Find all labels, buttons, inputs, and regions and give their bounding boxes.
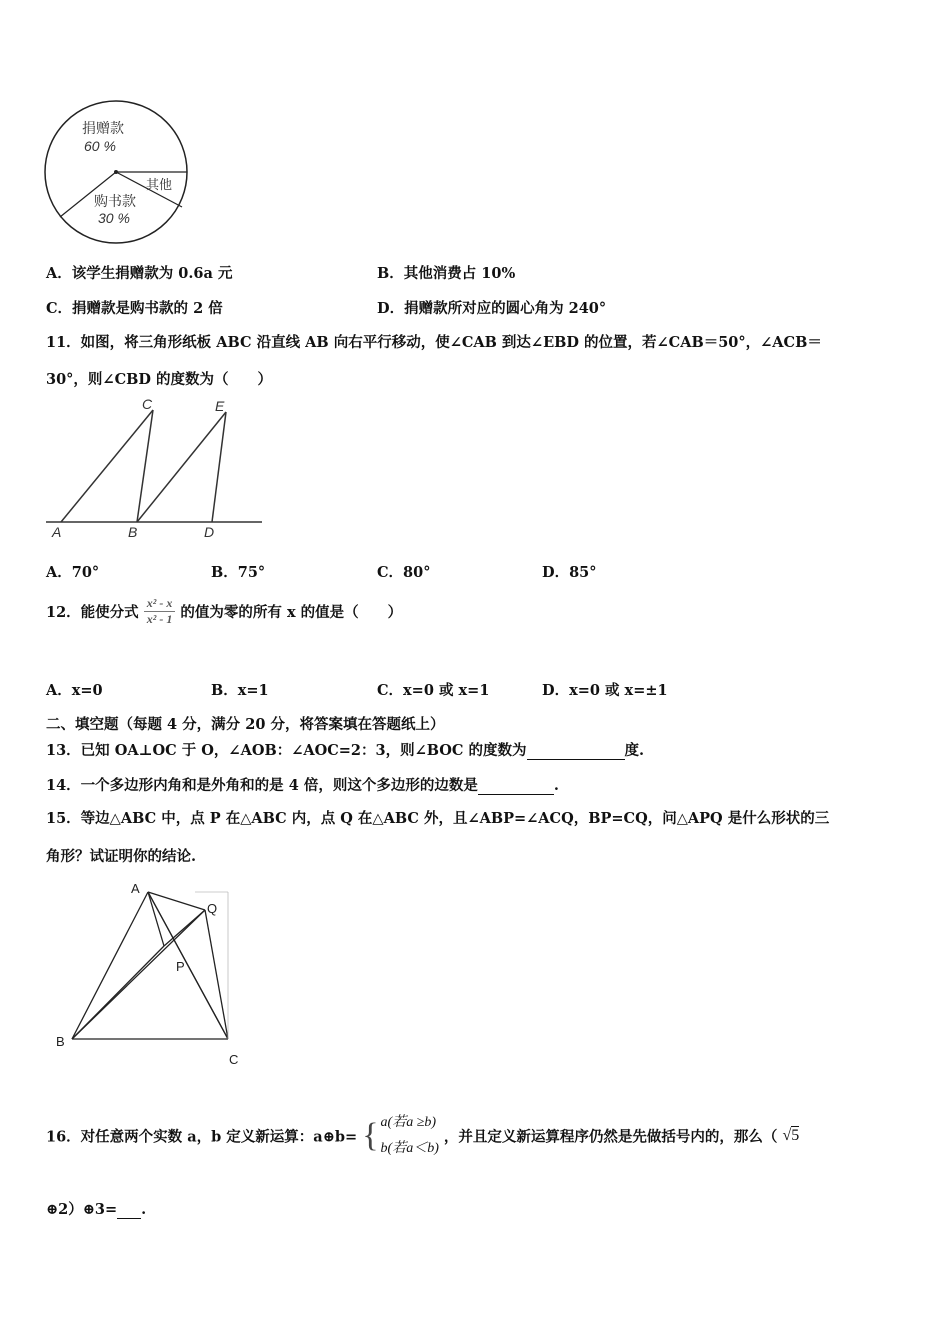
q11-label-d: D — [204, 524, 215, 540]
q16-piecewise: { a(若a ≥b) b(若a＜b) — [362, 1110, 439, 1162]
pie-label-other: 其他 — [146, 177, 173, 192]
q11-label-c: C — [142, 396, 153, 412]
q12-suffix: 的值为零的所有 x 的值是（ ） — [180, 604, 403, 621]
q11-label-a: A — [52, 524, 62, 540]
q11-option-c: C．80° — [377, 564, 431, 581]
q16-stem-line2 — [46, 1198, 146, 1219]
section-2-title: 二、填空题（每题 4 分，满分 20 分，将答案填在答题纸上） — [46, 716, 445, 733]
q15-label-b: B — [56, 1034, 65, 1049]
q10-option-c: C．捐赠款是购书款的 2 倍 — [46, 300, 223, 317]
q16-prefix: 16．对任意两个实数 a，b 定义新运算：a⊕b= — [46, 1128, 358, 1146]
q15-stem-line2: 角形？试证明你的结论. — [46, 848, 197, 865]
q12-numerator: x² - x — [144, 596, 176, 612]
q11-option-d: D．85° — [542, 564, 597, 581]
q13-stem — [46, 739, 644, 760]
q15-label-p: P — [176, 959, 185, 974]
q10-option-d: D．捐赠款所对应的圆心角为 240° — [377, 300, 607, 317]
q11-label-e: E — [215, 398, 225, 414]
q12-option-a: A．x=0 — [46, 682, 103, 699]
q14-answer-blank — [478, 777, 554, 795]
q13-suffix: 度. — [624, 742, 645, 759]
q12-option-d: D．x=0 或 x=±1 — [542, 682, 668, 699]
q12-prefix: 12．能使分式 — [46, 604, 139, 621]
q11-stem-line2: 30°，则∠CBD 的度数为（ ） — [46, 371, 272, 388]
q12-fraction — [144, 596, 176, 627]
q15-label-a: A — [131, 881, 140, 896]
q13-answer-blank — [527, 742, 625, 760]
q15-label-q: Q — [207, 901, 218, 916]
q15-stem-line1: 15．等边△ABC 中，点 P 在△ABC 内，点 Q 在△ABC 外，且∠ABP=∠ACQ，BP=CQ，问△APQ 是什么形状的三 — [46, 810, 830, 827]
q12-stem — [46, 596, 402, 627]
q16-sqrt-value: 5 — [791, 1127, 800, 1144]
q14-suffix: . — [553, 777, 559, 794]
q16-answer-blank — [117, 1201, 141, 1219]
q11-stem-line1: 11．如图，将三角形纸板 ABC 沿直线 AB 向右平行移动，使∠CAB 到达∠EBD 的位置，若∠CAB＝50°，∠ACB＝ — [46, 334, 822, 351]
pie-chart-figure — [40, 96, 195, 246]
q13-text: 13．已知 OA⊥OC 于 O，∠AOB：∠AOC=2：3，则∠BOC 的度数为 — [46, 742, 527, 759]
q10-option-b: B．其他消费占 10% — [377, 265, 516, 282]
pie-pct-books: 30 % — [98, 210, 130, 226]
q10-option-a: A．该学生捐赠款为 0.6a 元 — [46, 265, 233, 282]
pie-label-books: 购书款 — [94, 193, 136, 209]
pie-pct-donation: 60 % — [84, 138, 116, 154]
q16-case2: b(若a＜b) — [380, 1141, 439, 1156]
q12-option-c: C．x=0 或 x=1 — [377, 682, 490, 699]
q14-text: 14．一个多边形内角和是外角和的是 4 倍，则这个多边形的边数是 — [46, 777, 478, 794]
q14-stem — [46, 774, 559, 795]
q11-option-b: B．75° — [211, 564, 266, 581]
q15-label-c: C — [229, 1052, 239, 1067]
q11-label-b: B — [128, 524, 138, 540]
q16-middle: ，并且定义新运算程序仍然是先做括号内的，那么（ — [443, 1128, 778, 1146]
q16-case1: a(若a ≥b) — [380, 1115, 437, 1130]
pie-label-donation: 捐赠款 — [82, 120, 124, 136]
q15-triangle-figure — [52, 875, 252, 1070]
q16-sqrt: √5 — [782, 1127, 800, 1144]
q11-triangle-figure — [44, 393, 266, 545]
q12-option-b: B．x=1 — [211, 682, 269, 699]
q16-end: . — [141, 1201, 147, 1218]
q12-denominator: x² - 1 — [146, 612, 173, 626]
q16-line2: ⊕2）⊕3= — [46, 1201, 118, 1218]
q11-option-a: A．70° — [46, 564, 100, 581]
q16-stem-line1 — [46, 1110, 799, 1162]
